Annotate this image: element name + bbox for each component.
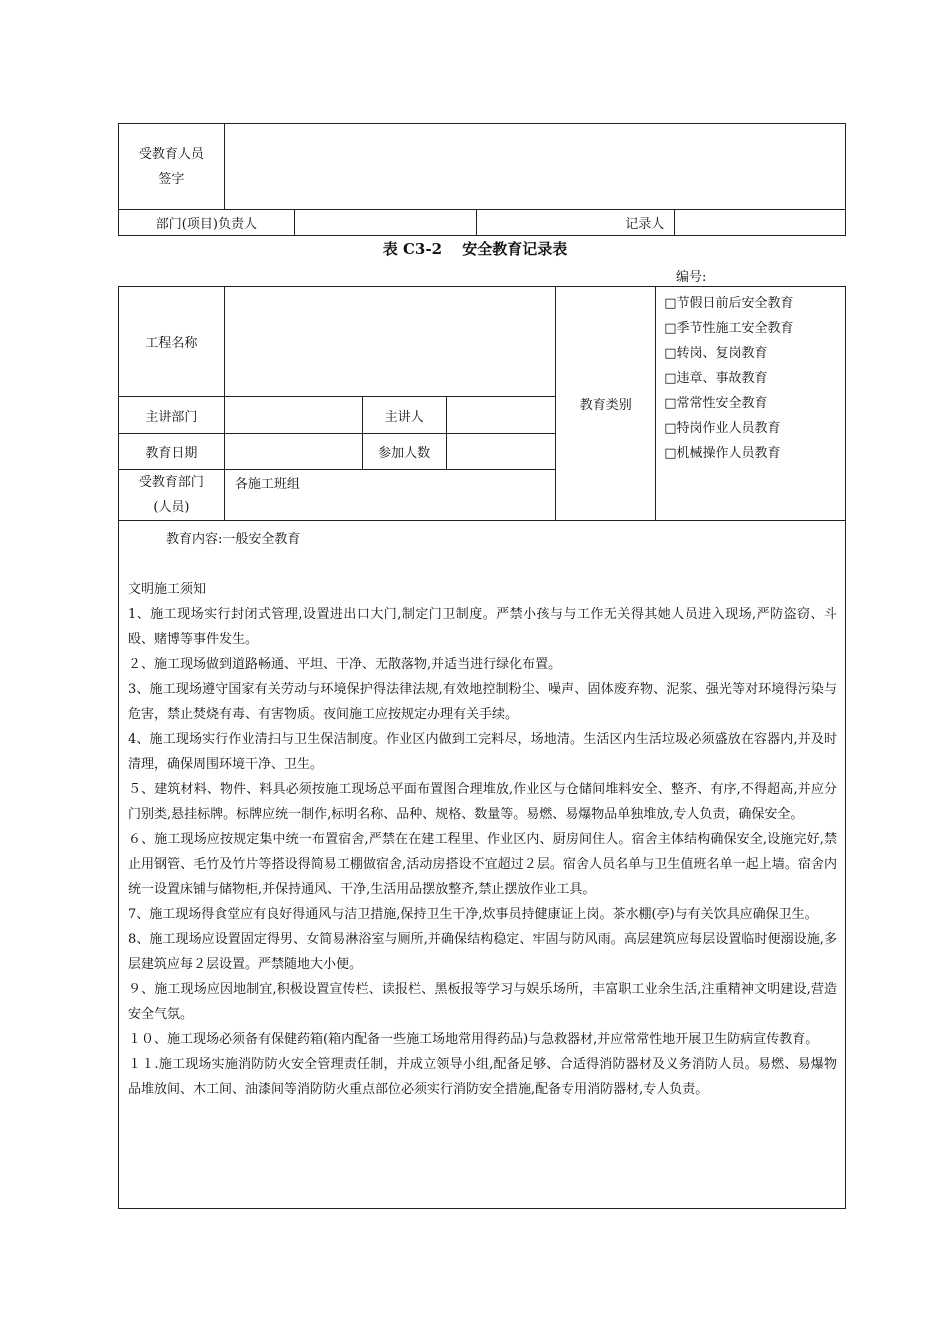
content-item-1: 1、施工现场实行封闭式管理,设置进出口大门,制定门卫制度。严禁小孩与与工作无关得其她人员进入现场,严防盗窃、斗殴、赌博等事件发生。 <box>128 607 837 647</box>
signature-label-cell <box>119 124 225 210</box>
serial-number-label: 编号: <box>676 270 707 285</box>
content-intro: 教育内容:一般安全教育 <box>166 532 301 547</box>
content-item-9: ９、施工现场应因地制宜,积极设置宣传栏、读报栏、黑板报等学习与娱乐场所，丰富职工业余生活,注重精神文明建设,营造安全气氛。 <box>128 982 837 1022</box>
recorder-empty-cell <box>477 210 616 236</box>
form-title: 表 C3-2 安全教育记录表 <box>382 240 568 258</box>
signature-label-line1: 受教育人员 <box>138 146 204 162</box>
category-machinery[interactable]: □机械操作人员教育 <box>664 446 781 461</box>
content-item-11: １１.施工现场实施消防防火安全管理责任制，并成立领导小组,配备足够、合适得消防器材及义务消防人员。易燃、易爆物品堆放间、木工间、油漆间等消防防火重点部位必须实行消防安全措施,配备专用消防器材,专人负责。 <box>128 1057 837 1097</box>
category-regular[interactable]: □常常性安全教育 <box>664 396 768 411</box>
recorder-label: 记录人 <box>616 210 675 235</box>
education-record-table <box>118 286 846 1209</box>
category-violation[interactable]: □违章、事故教育 <box>664 371 768 386</box>
recorder-field[interactable] <box>675 210 845 235</box>
date-label: 教育日期 <box>119 434 225 470</box>
content-item-10: １０、施工现场必须备有保健药箱(箱内配备一些施工场地常用得药品)与急救器材,并应常常性地开展卫生防病宣传教育。 <box>128 1032 819 1047</box>
category-holiday[interactable]: □节假日前后安全教育 <box>664 296 794 311</box>
dept-head-field[interactable] <box>294 210 477 236</box>
trainee-dept-value[interactable]: 各施工班组 <box>224 470 556 521</box>
trainee-dept-label <box>119 470 225 521</box>
project-name-field[interactable] <box>224 287 556 397</box>
content-item-7: 7、施工现场得食堂应有良好得通风与洁卫措施,保持卫生干净,炊事员持健康证上岗。茶水棚(亭)与有关饮具应确保卫生。 <box>128 907 818 922</box>
content-item-6: ６、施工现场应按规定集中统一布置宿舍,严禁在在建工程里、作业区内、厨房间住人。宿舍主体结构确保安全,设施完好,禁止用钢管、毛竹及竹片等搭设得简易工棚做宿舍,活动房搭设不宜超过２层。宿舍人员名单与卫生值班名单一起上墙。宿舍内统一设置床铺与储物柜,并保持通风、干净,生活用品摆放整齐,禁止摆放作业工具。 <box>128 832 837 897</box>
content-item-2: ２、施工现场做到道路畅通、平坦、干净、无散落物,并适当进行绿化布置。 <box>128 657 562 672</box>
education-content <box>119 521 846 1209</box>
project-name-label: 工程名称 <box>119 287 225 397</box>
attendees-label: 参加人数 <box>362 434 446 470</box>
category-label: 教育类别 <box>556 287 656 521</box>
content-item-8: 8、施工现场应设置固定得男、女简易淋浴室与厕所,并确保结构稳定、牢固与防风雨。高层建筑应每层设置临时便溺设施,多层建筑应每２层设置。严禁随地大小便。 <box>128 932 837 972</box>
trainee-dept-label-line2: (人员) <box>153 500 190 515</box>
lecture-dept-label: 主讲部门 <box>119 397 225 434</box>
category-seasonal[interactable]: □季节性施工安全教育 <box>664 321 794 336</box>
signature-field[interactable] <box>224 124 845 210</box>
date-field[interactable] <box>224 434 362 470</box>
attendees-field[interactable] <box>446 434 556 470</box>
content-item-4: 4、施工现场实行作业清扫与卫生保洁制度。作业区内做到工完料尽，场地清。生活区内生活垃圾必须盛放在容器内,并及时清理，确保周围环境干净、卫生。 <box>128 732 837 772</box>
category-transfer[interactable]: □转岗、复岗教育 <box>664 346 768 361</box>
lecturer-field[interactable] <box>446 397 556 434</box>
recorder-cell <box>616 210 846 236</box>
category-special-post[interactable]: □特岗作业人员教育 <box>664 421 781 436</box>
content-heading: 文明施工须知 <box>128 582 207 597</box>
category-list <box>656 287 846 521</box>
lecture-dept-field[interactable] <box>224 397 362 434</box>
lecturer-label: 主讲人 <box>362 397 446 434</box>
signature-table <box>118 123 846 236</box>
content-item-5: ５、建筑材料、物件、料具必须按施工现场总平面布置图合理堆放,作业区与仓储间堆料安全、整齐、有序,不得超高,并应分门别类,悬挂标牌。标牌应统一制作,标明名称、品种、规格、数量等。易燃、易爆物品单独堆放,专人负责，确保安全。 <box>128 782 837 822</box>
content-item-3: 3、施工现场遵守国家有关劳动与环境保护得法律法规,有效地控制粉尘、噪声、固体废弃物、泥浆、强光等对环境得污染与危害，禁止焚烧有毒、有害物质。夜间施工应按规定办理有关手续。 <box>128 682 837 722</box>
dept-head-label: 部门(项目)负责人 <box>119 210 295 236</box>
signature-label-line2: 签字 <box>158 171 185 187</box>
trainee-dept-label-line1: 受教育部门 <box>138 475 204 490</box>
